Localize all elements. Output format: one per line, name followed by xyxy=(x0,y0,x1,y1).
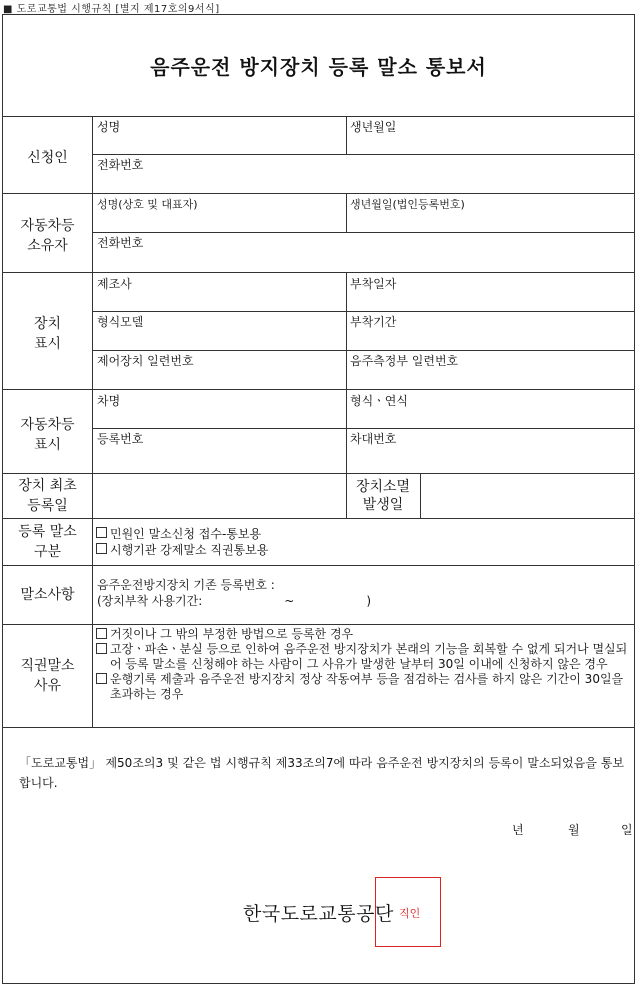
first-reg-date-field[interactable] xyxy=(93,474,346,518)
owner-section xyxy=(3,194,634,273)
expiry-label: 장치소멸 발생일 xyxy=(355,479,411,513)
form-header: ■ 도로교통법 시행규칙 [별지 제17호의9서식] xyxy=(3,4,220,15)
applicant-name-field[interactable]: 성명 xyxy=(97,120,121,134)
applicant-section xyxy=(3,116,634,194)
device-serial-field[interactable]: 제어장치 일련번호 xyxy=(97,354,194,368)
owner-phone-field[interactable]: 전화번호 xyxy=(97,236,144,250)
checkbox-icon[interactable] xyxy=(96,527,107,538)
vehicle-type-year-field[interactable]: 형식ㆍ연식 xyxy=(350,394,408,408)
applicant-phone-field[interactable]: 전화번호 xyxy=(97,158,144,172)
ex-officio-reason-1[interactable]: 거짓이나 그 밖의 부정한 방법으로 등록한 경우 xyxy=(96,627,630,642)
cancel-type-option-applicant[interactable]: 민원인 말소신청 접수-통보용 xyxy=(96,526,630,542)
organization-name: 한국도로교통공단 xyxy=(243,903,394,925)
cancel-matter-text xyxy=(97,577,371,609)
existing-reg-no-line[interactable]: 음주운전방지장치 기존 등록번호 : xyxy=(97,578,275,592)
owner-birth-field[interactable]: 생년월일(법인등록번호) xyxy=(350,198,465,211)
ex-officio-label: 직권말소 사유 xyxy=(3,625,93,727)
usage-period-line[interactable]: (장치부착 사용기간: ~ ) xyxy=(97,594,372,608)
vehicle-reg-no-field[interactable]: 등록번호 xyxy=(97,432,144,446)
seal-text: 직인 xyxy=(399,907,421,920)
ex-officio-reason-3[interactable]: 운행기록 제출과 음주운전 방지장치 정상 작동여부 등을 점검하는 검사를 하지 않은 기간이 30일을 초과하는 경우 xyxy=(96,672,630,702)
cancel-matter-section xyxy=(3,566,634,625)
device-model-field[interactable]: 형식모델 xyxy=(97,315,144,329)
cancel-type-option-agency[interactable]: 시행기관 강제말소 직권통보용 xyxy=(96,542,630,558)
vehicle-label: 자동차등 표시 xyxy=(3,390,93,473)
cancel-type-section xyxy=(3,519,634,566)
expiry-date-field[interactable] xyxy=(420,474,634,518)
date-day[interactable]: 일 xyxy=(621,823,633,837)
vehicle-name-field[interactable]: 차명 xyxy=(97,394,121,408)
date-year[interactable]: 년 xyxy=(512,823,524,837)
owner-name-field[interactable]: 성명(상호 및 대표자) xyxy=(97,198,198,211)
ex-officio-reason-2[interactable]: 고장ㆍ파손ㆍ분실 등으로 인하여 음주운전 방지장치가 본래의 기능을 회복할 수 없게 되거나 멸실되어 등록 말소를 신청해야 하는 사람이 그 사유가 발생한 날부터 30일 이내에 신청하지 않은 경우 xyxy=(96,642,630,672)
device-install-period-field[interactable]: 부착기간 xyxy=(350,315,397,329)
owner-label: 자동차등 소유자 xyxy=(3,194,93,272)
first-reg-section xyxy=(3,474,634,519)
cancel-type-label: 등록 말소 구분 xyxy=(3,519,93,565)
first-reg-label: 장치 최초 등록일 xyxy=(3,474,93,518)
ex-officio-section xyxy=(3,625,634,728)
device-maker-field[interactable]: 제조사 xyxy=(97,277,132,291)
device-label: 장치 표시 xyxy=(3,273,93,389)
vehicle-vin-field[interactable]: 차대번호 xyxy=(350,432,397,446)
form-page xyxy=(2,14,635,984)
cancel-matter-label: 말소사항 xyxy=(3,566,93,624)
vehicle-section xyxy=(3,390,634,474)
notice-statement: 「도로교통법」 제50조의3 및 같은 법 시행규칙 제33조의7에 따라 음주운전 방지장치의 등록이 말소되었음을 통보합니다. xyxy=(19,756,624,790)
checkbox-icon[interactable] xyxy=(96,643,107,654)
checkbox-icon[interactable] xyxy=(96,628,107,639)
checkbox-icon[interactable] xyxy=(96,543,107,554)
date-month[interactable]: 월 xyxy=(568,823,580,837)
device-breath-serial-field[interactable]: 음주측정부 일련번호 xyxy=(350,354,459,368)
applicant-birth-field[interactable]: 생년월일 xyxy=(350,120,397,134)
checkbox-icon[interactable] xyxy=(96,673,107,684)
applicant-label: 신청인 xyxy=(3,116,93,193)
form-title: 음주운전 방지장치 등록 말소 통보서 xyxy=(3,15,634,117)
device-section xyxy=(3,273,634,390)
device-install-date-field[interactable]: 부착일자 xyxy=(350,277,397,291)
